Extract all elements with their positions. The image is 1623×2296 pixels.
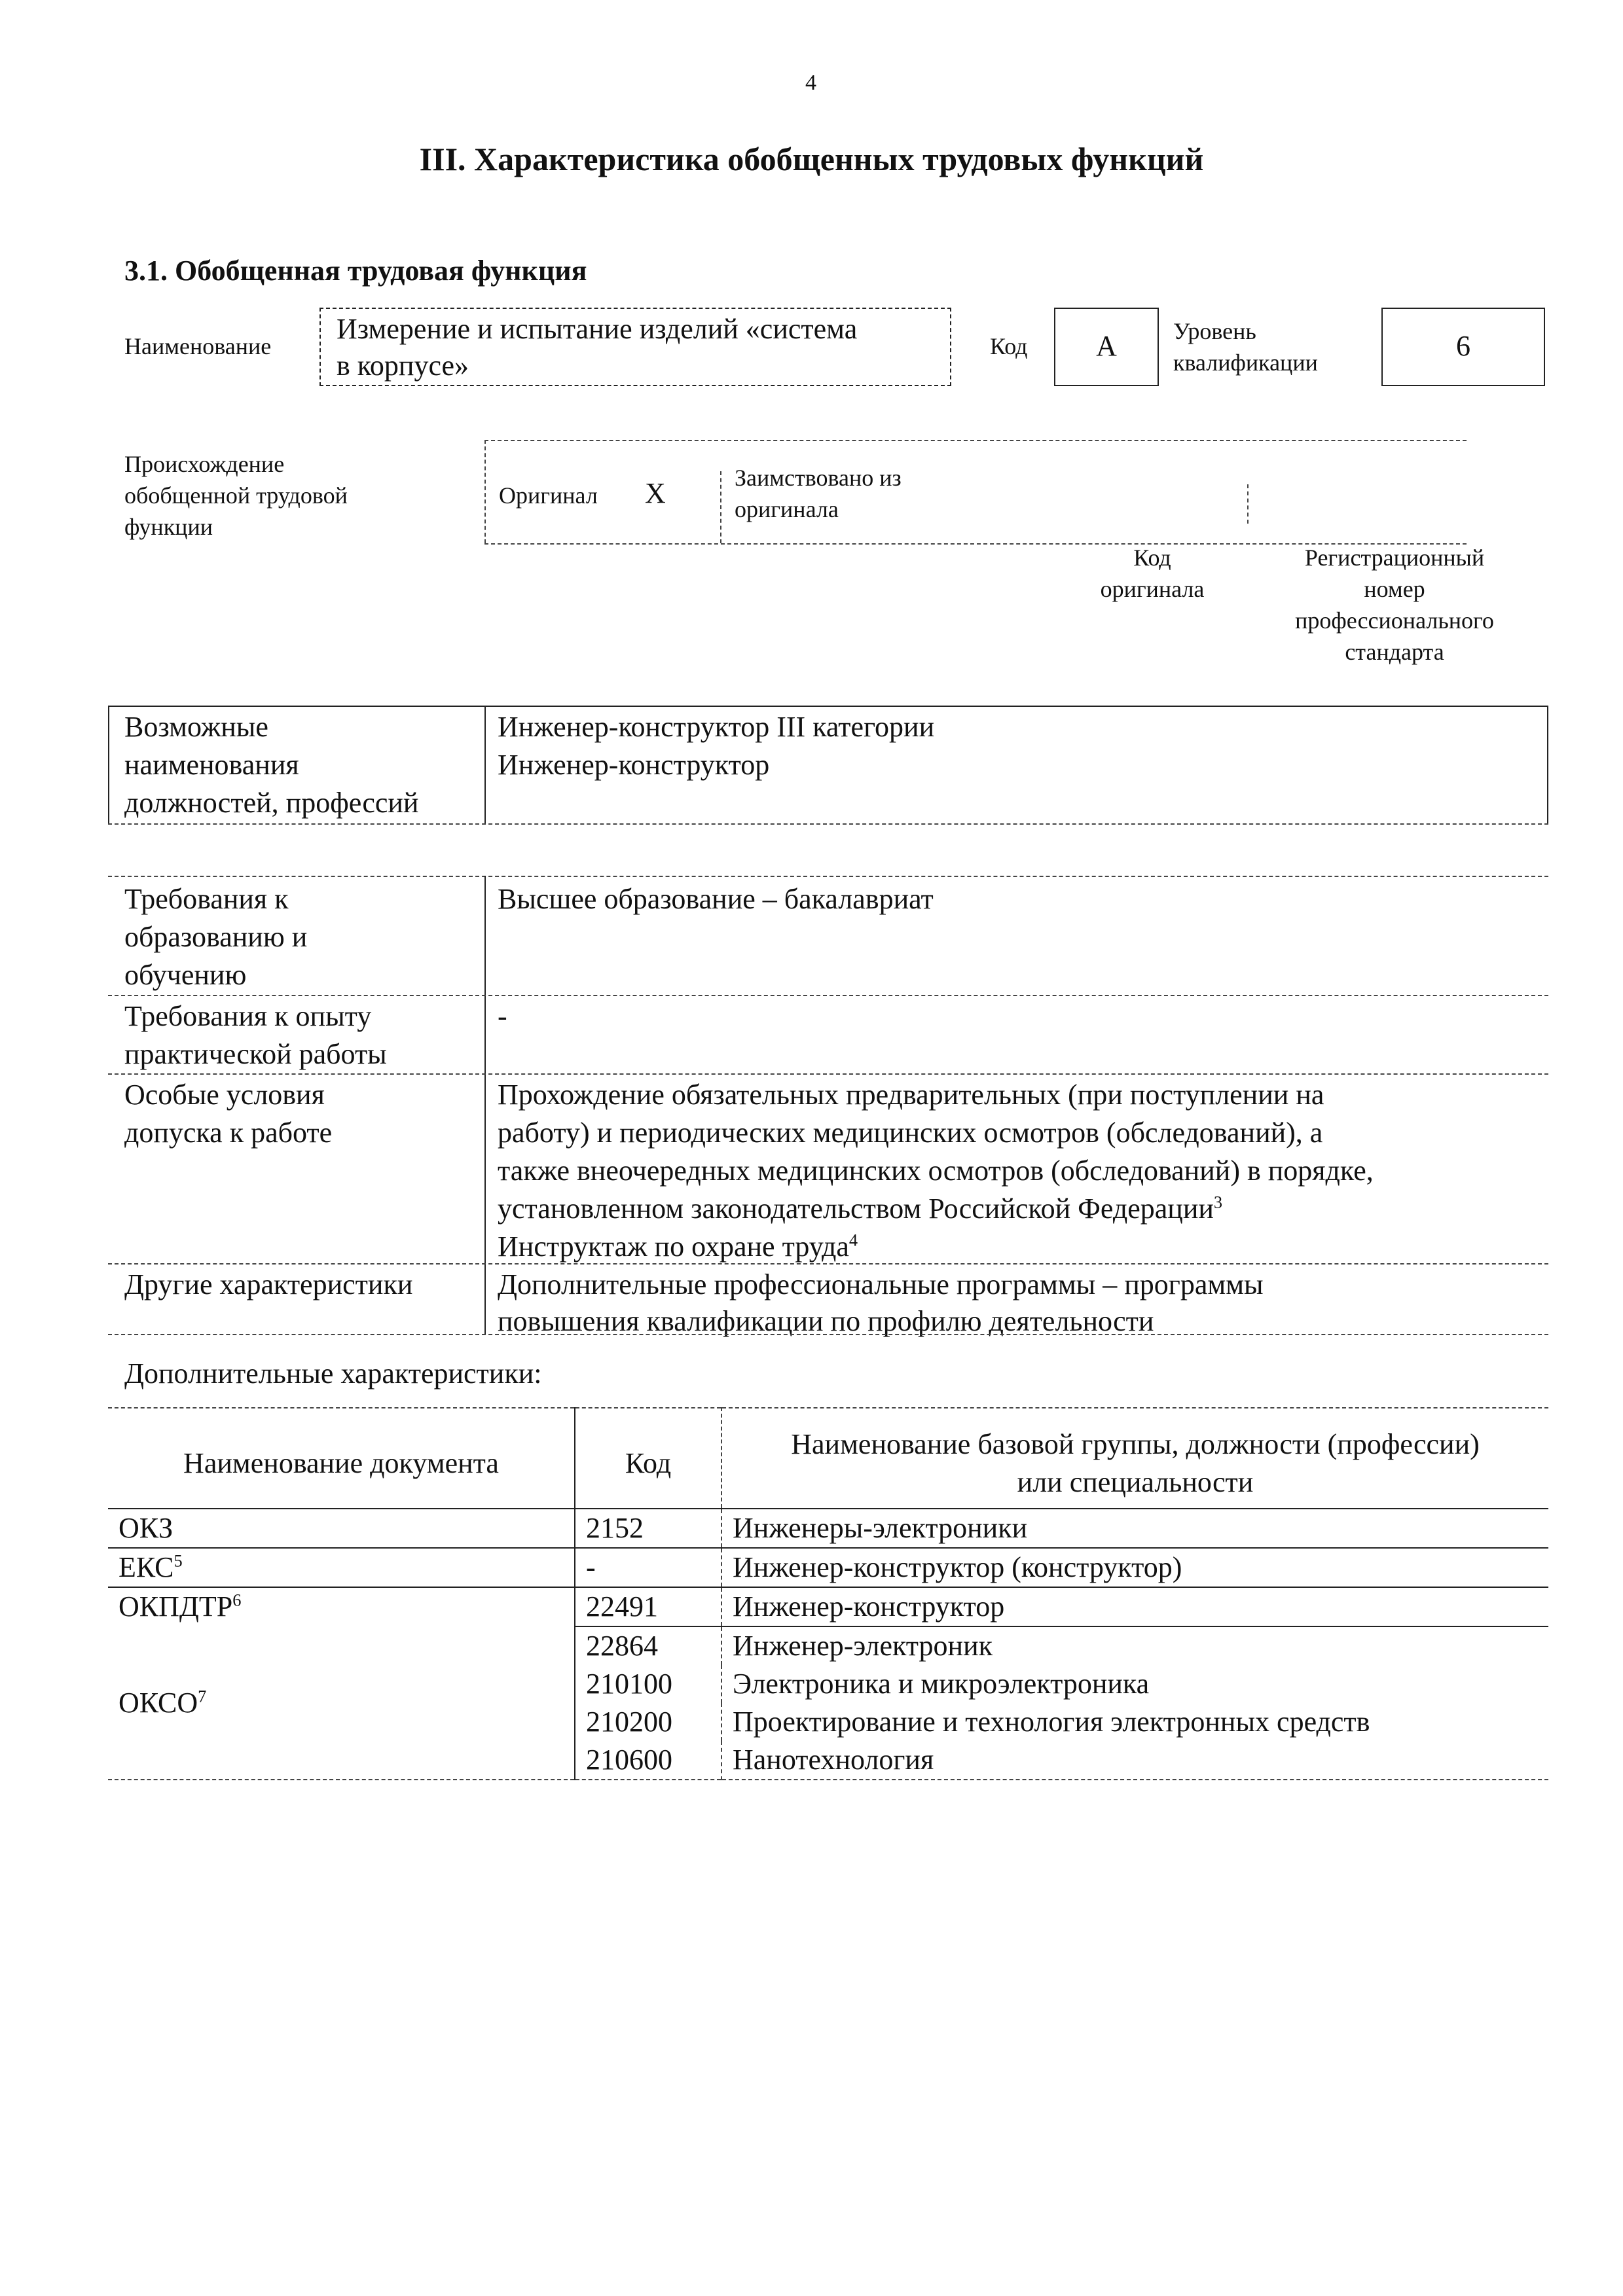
conditions-bottom-border — [108, 1263, 1548, 1265]
row-doc: ОКПДТР$^6$ — [108, 1587, 575, 1626]
reg-caption-line3: профессионального — [1295, 607, 1494, 634]
subsection-title: 3.1. Обобщенная трудовая функция — [124, 255, 587, 287]
row-code: 210100 — [575, 1665, 721, 1703]
borrowed-line2: оригинала — [735, 496, 839, 522]
origin-divider-2 — [1247, 484, 1249, 524]
other-line2: повышения квалификации по профилю деятельности — [498, 1305, 1154, 1337]
education-value: Высшее образование – бакалавриат — [498, 883, 934, 915]
conditions-line4: установленном законодательством Российской Федерации$^3$ — [498, 1192, 1223, 1225]
education-label-line2: образованию и — [124, 921, 308, 953]
row-name: Инженер-электроник — [721, 1626, 1548, 1665]
positions-value-line2: Инженер-конструктор — [498, 749, 770, 781]
conditions-label-line2: допуска к работе — [124, 1117, 333, 1149]
table-row — [108, 1626, 1548, 1665]
conditions-line1: Прохождение обязательных предварительных (при поступлении на — [498, 1079, 1324, 1111]
page-number: 4 — [805, 71, 816, 95]
col-header-code: Код — [575, 1408, 721, 1509]
row-name: Проектирование и технология электронных средств — [721, 1703, 1548, 1741]
education-label-line1: Требования к — [124, 883, 289, 915]
conditions-label-line1: Особые условия — [124, 1079, 325, 1111]
origin-label-line2: обобщенной трудовой — [124, 482, 348, 509]
positions-divider — [484, 706, 486, 823]
name-value-line2: в корпусе» — [337, 350, 469, 382]
row-code: 22864 — [575, 1626, 721, 1665]
level-label-line2: квалификации — [1173, 350, 1318, 376]
experience-bottom-border — [108, 1073, 1548, 1075]
footnote-7: 7 — [198, 1685, 207, 1706]
footnote-4: 4 — [848, 1230, 858, 1250]
other-line1: Дополнительные профессиональные программы – программы — [498, 1268, 1264, 1300]
col-header-name: Наименование базовой группы, должности (профессии) или специальности — [721, 1408, 1548, 1509]
other-label: Другие характеристики — [124, 1268, 413, 1300]
row-name: Инженер-конструктор — [721, 1587, 1548, 1626]
positions-label-line3: должностей, профессий — [124, 787, 419, 819]
table-row — [108, 1548, 1548, 1587]
footnote-5: 5 — [173, 1551, 183, 1571]
row-name: Инженер-конструктор (конструктор) — [721, 1548, 1548, 1587]
row-doc: ОКЗ — [108, 1509, 575, 1548]
row-name: Электроника и микроэлектроника — [721, 1665, 1548, 1703]
row-code: 22491 — [575, 1587, 721, 1626]
conditions-line2: работу) и периодических медицинских осмотров (обследований), а — [498, 1117, 1323, 1149]
name-value-line1: Измерение и испытание изделий «система — [337, 313, 858, 345]
origin-divider-1 — [720, 471, 721, 543]
row-code: 210600 — [575, 1741, 721, 1780]
row-name: Нанотехнология — [721, 1741, 1548, 1780]
footnote-6: 6 — [232, 1590, 242, 1610]
reg-caption-line2: номер — [1364, 576, 1425, 602]
level-value: 6 — [1381, 308, 1545, 386]
positions-top-border — [108, 706, 1548, 707]
classifier-table — [108, 1407, 1548, 1780]
name-value-box — [319, 308, 951, 386]
code-original-caption-line2: оригинала — [1100, 576, 1205, 602]
conditions-line3: также внеочередных медицинских осмотров (обследований) в порядке, — [498, 1155, 1374, 1187]
table-row — [108, 1509, 1548, 1548]
positions-label-line2: наименования — [124, 749, 299, 781]
education-label-line3: обучению — [124, 959, 247, 991]
positions-bottom-border — [108, 823, 1548, 825]
row-code: 2152 — [575, 1509, 721, 1548]
reg-caption-line4: стандарта — [1345, 639, 1444, 665]
education-bottom-border — [108, 995, 1548, 996]
name-label: Наименование — [124, 333, 272, 359]
table-row — [108, 1587, 1548, 1626]
origin-label-line1: Происхождение — [124, 451, 285, 477]
row-doc: ОКСО$^7$ — [119, 1685, 207, 1719]
positions-left-border — [108, 706, 109, 823]
borrowed-line1: Заимствовано из — [735, 465, 902, 491]
positions-right-border — [1547, 706, 1548, 823]
origin-top-border — [484, 440, 1467, 441]
experience-label-line2: практической работы — [124, 1038, 387, 1070]
requirements-bottom-border — [108, 1334, 1548, 1335]
requirements-divider — [484, 876, 486, 1334]
footnote-3: 3 — [1213, 1192, 1223, 1212]
positions-label-line1: Возможные — [124, 711, 268, 743]
row-code: - — [575, 1548, 721, 1587]
origin-label-line3: функции — [124, 514, 213, 540]
origin-left-border — [484, 440, 486, 543]
code-original-caption-line1: Код — [1133, 545, 1171, 571]
level-label-line1: Уровень — [1173, 318, 1256, 344]
requirements-top-border — [108, 876, 1548, 877]
col-header-doc: Наименование документа — [108, 1408, 575, 1509]
original-label: Оригинал — [499, 482, 598, 509]
experience-value: - — [498, 1000, 507, 1032]
experience-label-line1: Требования к опыту — [124, 1000, 372, 1032]
row-name: Инженеры-электроники — [721, 1509, 1548, 1548]
reg-caption-line1: Регистрационный — [1304, 545, 1485, 571]
row-doc: ЕКС$^5$ — [108, 1548, 575, 1587]
code-value: А — [1054, 308, 1159, 386]
row-code: 210200 — [575, 1703, 721, 1741]
conditions-line5: Инструктаж по охране труда$^4$ — [498, 1230, 858, 1263]
code-label: Код — [990, 333, 1028, 359]
original-mark: X — [645, 477, 666, 509]
positions-value-line1: Инженер-конструктор III категории — [498, 711, 935, 743]
section-title: III. Характеристика обобщенных трудовых функций — [419, 141, 1204, 177]
additional-heading: Дополнительные характеристики: — [124, 1357, 542, 1390]
